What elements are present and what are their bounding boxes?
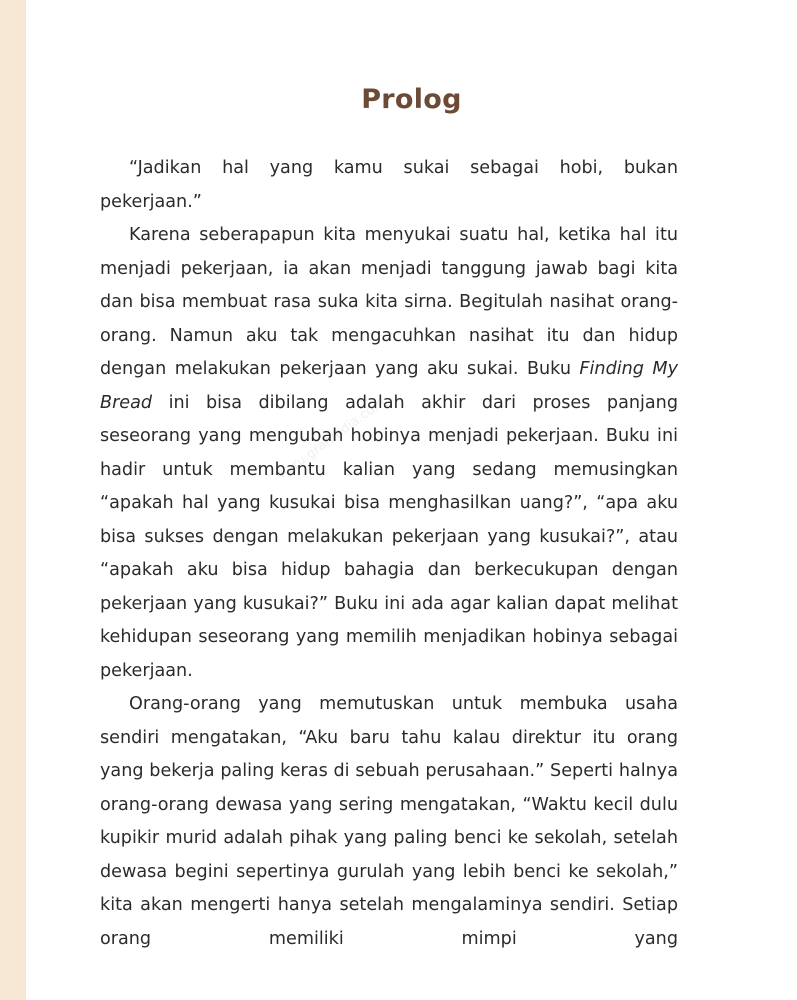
chapter-body <box>100 152 678 956</box>
paragraph-3: Orang-orang yang memutuskan untuk membuka usaha sendiri mengatakan, “Aku baru tahu kalau direktur itu orang yang bekerja paling keras di sebuah perusahaan.” Seperti halnya orang-orang dewasa yang sering mengatakan, “Waktu kecil dulu kupikir murid adalah pihak yang paling benci ke sekolah, setelah dewasa begini sepertinya gurulah yang lebih benci ke sekolah,” kita akan mengerti hanya setelah mengalaminya sendiri. Setiap orang memiliki mimpi yang <box>100 694 678 949</box>
paragraph-2-end: ini bisa dibilang adalah akhir dari proses panjang seseorang yang mengubah hobinya menjadi pekerjaan. Buku ini hadir untuk membantu kalian yang sedang memusingkan “apakah hal yang kusukai bisa menghasilkan uang?”, “apa aku bisa sukses dengan melakukan pekerjaan yang kusukai?”, atau “apakah aku bisa hidup bahagia dan berkecukupan dengan pekerjaan yang kusukai?” Buku ini ada agar kalian dapat melihat kehidupan seseorang yang memilih menjadikan hobinya sebagai pekerjaan. <box>100 392 678 681</box>
book-page <box>26 0 797 1000</box>
paragraph-2-start: Karena seberapapun kita menyukai suatu hal, ketika hal itu menjadi pekerjaan, ia akan menjadi tanggung jawab bagi kita dan bisa membuat rasa suka kita sirna. Begitulah nasihat orang-orang. Namun aku tak mengacuhkan nasihat itu dan hidup dengan melakukan pekerjaan yang aku sukai. Buku <box>100 225 678 379</box>
paragraph-2 <box>100 219 678 688</box>
book-title-italic: Finding My Bread <box>100 359 678 413</box>
paragraph-1: “Jadikan hal yang kamu sukai sebagai hobi, bukan pekerjaan.” <box>100 158 678 212</box>
page-margin-strip <box>0 0 26 1000</box>
chapter-title: Prolog <box>361 84 462 115</box>
watermark: haru.gramedia.com <box>276 394 389 483</box>
